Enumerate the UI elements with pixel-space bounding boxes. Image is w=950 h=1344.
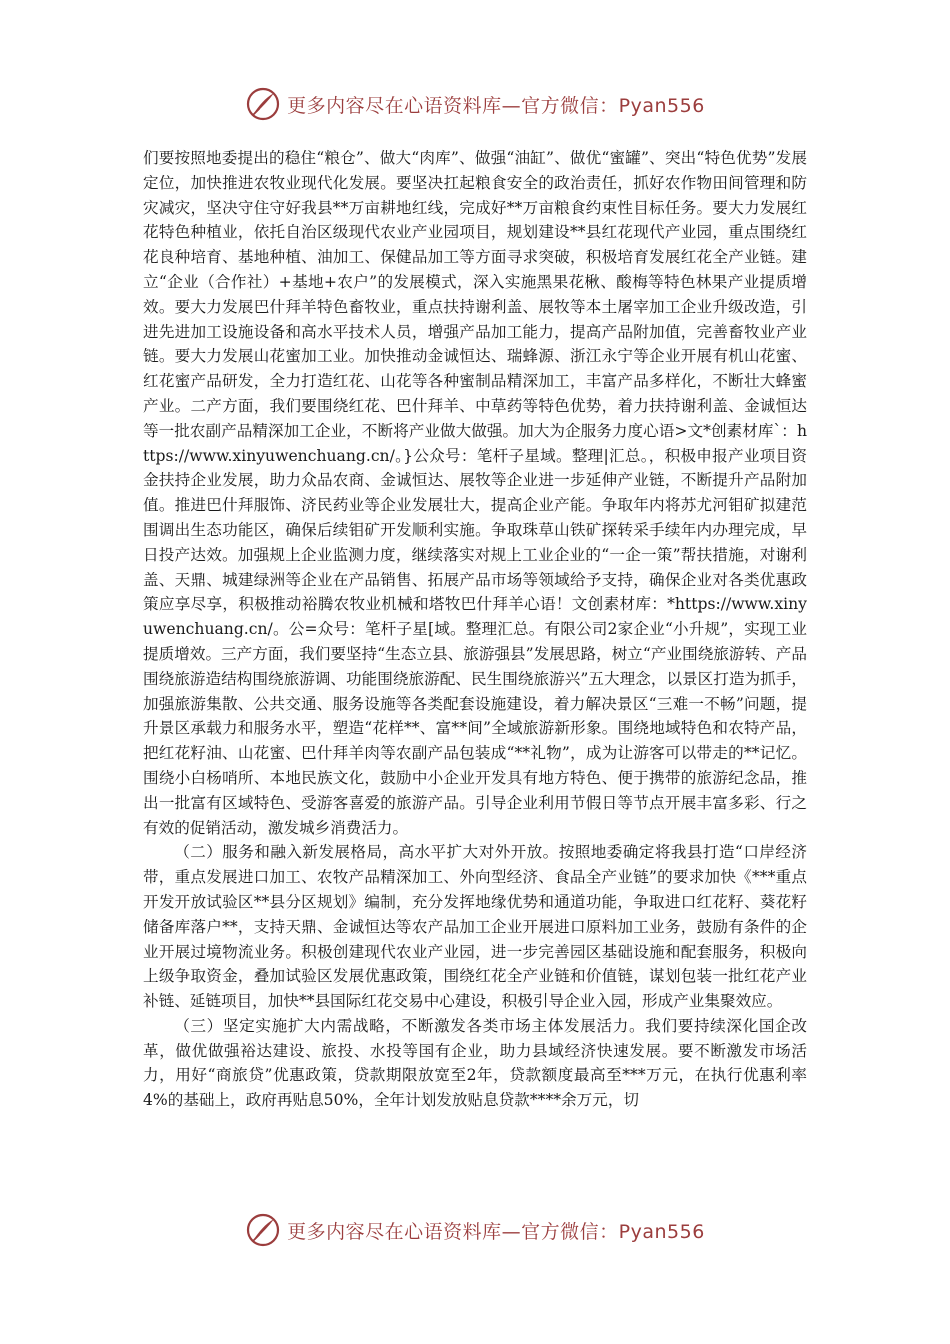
- header-banner-text: 更多内容尽在心语资料库—官方微信：Pyan556: [287, 94, 705, 117]
- header-banner: [0, 82, 950, 126]
- body-paragraph: （二）服务和融入新发展格局，高水平扩大对外开放。按照地委确定将我县打造“口岸经济带，重点发展进口加工、农牧产品精深加工、外向型经济、食品全产业链”的要求加快《***重点开发开放试验区**县分区规划》编制，充分发挥地缘优势和通道功能，争取进口红花籽、葵花籽储备库落户**，支持天鼎、金诚恒达等农产品加工企业开展进口原料加工业务，鼓励有条件的企业开展过境物流业务。积极创建现代农业产业园，进一步完善园区基础设施和配套服务，积极向上级争取资金，叠加试验区发展优惠政策，围绕红花全产业链和价值链，谋划包装一批红花产业补链、延链项目，加快**县国际红花交易中心建设，积极引导企业入园，形成产业集聚效应。: [143, 843, 807, 1011]
- document-body: [143, 146, 807, 1113]
- footer-banner-text: 更多内容尽在心语资料库—官方微信：Pyan556: [287, 1220, 705, 1243]
- body-paragraph: （三）坚定实施扩大内需战略，不断激发各类市场主体发展活力。我们要持续深化国企改革，做优做强裕达建设、旅投、水投等国有企业，助力县域经济快速发展。要不断激发市场活力，用好“商旅贷”优惠政策，贷款期限放宽至2年，贷款额度最高至***万元，在执行优惠利率4%的基础上，政府再贴息50%，全年计划发放贴息贷款****余万元，切: [143, 1016, 807, 1110]
- feather-logo-icon: [245, 86, 281, 122]
- body-paragraph: 们要按照地委提出的稳住“粮仓”、做大“肉库”、做强“油缸”、做优“蜜罐”、突出“特色优势”发展定位，加快推进农牧业现代化发展。要坚决扛起粮食安全的政治责任，抓好农作物田间管理和防灾减灾，坚决守住守好我县**万亩耕地红线，完成好**万亩粮食约束性目标任务。要大力发展红花特色种植业，依托自治区级现代农业产业园项目，规划建设**县红花现代产业园，重点围绕红花良种培育、基地种植、油加工、保健品加工等方面寻求突破，积极培育发展红花全产业链。建立“企业（合作社）+基地+农户”的发展模式，深入实施黑果花楸、酸梅等特色林果产业提质增效。要大力发展巴什拜羊特色畜牧业，重点扶持谢利盖、展牧等本土屠宰加工企业升级改造，引进先进加工设施设备和高水平技术人员，增强产品加工能力，提高产品附加值，完善畜牧业产业链。要大力发展山花蜜加工业。加快推动金诚恒达、瑞蜂源、浙江永宁等企业开展有机山花蜜、红花蜜产品研发，全力打造红花、山花等各种蜜制品精深加工，丰富产品多样化，不断壮大蜂蜜产业。二产方面，我们要围绕红花、巴什拜羊、中草药等特色优势，着力扶持谢利盖、金诚恒达等一批农副产品精深加工企业，不断将产业做大做强。加大为企服务力度心语>文*创素材库`：https://www.xinyuwenchuang.cn/。}公众号：笔杆子星域。整理|汇总。，积极申报产业项目资金扶持企业发展，助力众品农商、金诚恒达、展牧等企业进一步延伸产业链，不断提升产品附加值。推进巴什拜服饰、济民药业等企业发展壮大，提高企业产能。争取年内将苏尤河钼矿拟建范围调出生态功能区，确保后续钼矿开发顺利实施。争取珠草山铁矿探转采手续年内办理完成，早日投产达效。加强规上企业监测力度，继续落实对规上工业企业的“一企一策”帮扶措施，对谢利盖、天鼎、城建绿洲等企业在产品销售、拓展产品市场等领域给予支持，确保企业对各类优惠政策应享尽享，积极推动裕腾农牧业机械和塔牧巴什拜羊心语！文创素材库：*https://www.xinyuwenchuang.cn/。公=众号：笔杆子星[域。整理汇总。有限公司2家企业“小升规”，实现工业提质增效。三产方面，我们要坚持“生态立县、旅游强县”发展思路，树立“产业围绕旅游转、产品围绕旅游造结构围绕旅游调、功能围绕旅游配、民生围绕旅游兴”五大理念，以景区打造为抓手，加强旅游集散、公共交通、服务设施等各类配套设施建设，着力解决景区“三难一不畅”问题，提升景区承载力和服务水平，塑造“花样**、富**间”全域旅游新形象。围绕地域特色和农特产品，把红花籽油、山花蜜、巴什拜羊肉等农副产品包装成“**礼物”，成为让游客可以带走的**记忆。围绕小白杨哨所、本地民族文化，鼓励中小企业开发具有地方特色、便于携带的旅游纪念品，推出一批富有区域特色、受游客喜爱的旅游产品。引导企业利用节假日等节点开展丰富多彩、行之有效的促销活动，激发城乡消费活力。: [143, 149, 807, 837]
- footer-banner: [0, 1208, 950, 1252]
- feather-logo-icon: [245, 1212, 281, 1248]
